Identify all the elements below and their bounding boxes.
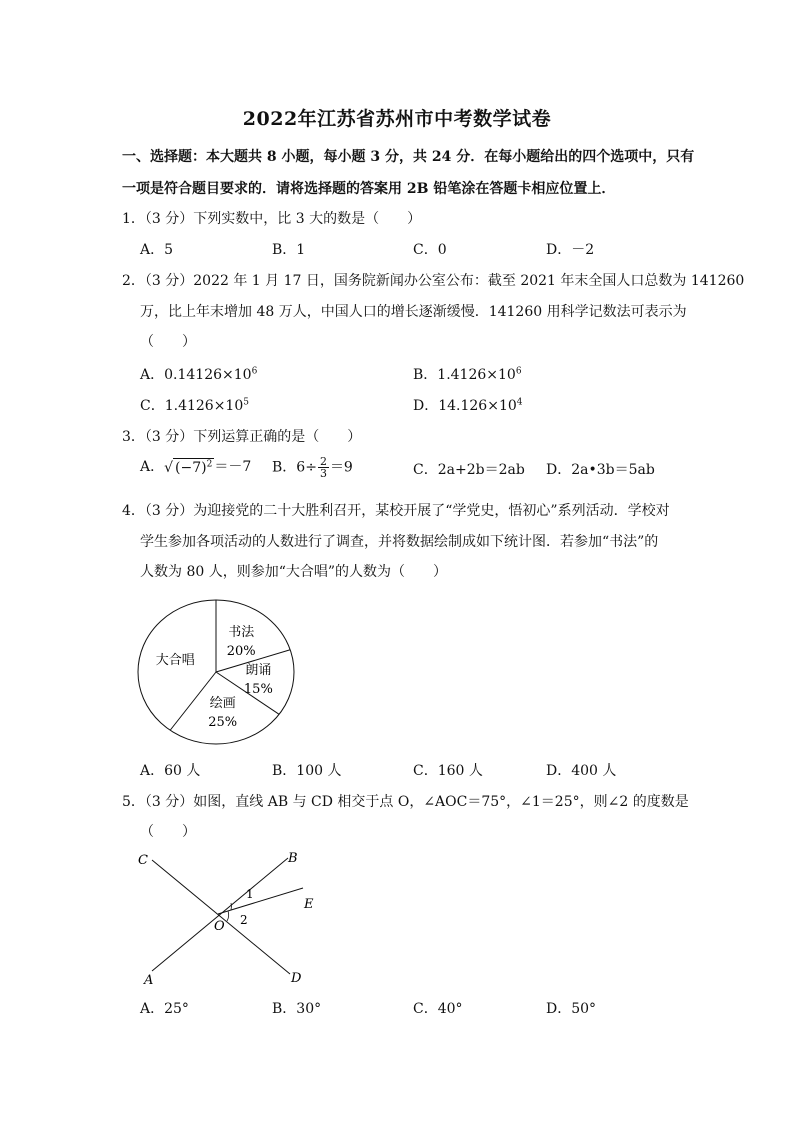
line-cd: [152, 860, 290, 974]
label-o: O: [214, 919, 225, 934]
q2-option-a: A．$0.14126\times 10^6$: [140, 366, 258, 383]
pie-chart: [130, 598, 310, 758]
q3-option-d: D．2a•3b＝5ab: [546, 462, 655, 478]
label-angle-2: 2: [240, 913, 248, 927]
label-b: B: [288, 851, 298, 866]
exam-title: 2022年江苏省苏州市中考数学试卷: [242, 108, 552, 130]
label-c: C: [138, 853, 148, 868]
q1-stem: 1．（3 分）下列实数中，比 3 大的数是（ ）: [122, 211, 422, 227]
q4-option-b: B．100 人: [272, 763, 342, 779]
q4-option-d: D．400 人: [546, 763, 617, 779]
label-d: D: [291, 971, 302, 986]
q2-option-c: C．$1.4126\times 10^5$: [140, 397, 249, 414]
q1-option-d: D．－2: [546, 242, 595, 258]
label-a: A: [144, 973, 154, 988]
geometry-figure: [130, 846, 330, 991]
q4-stem-line2: 学生参加各项活动的人数进行了调查，并将数据绘制成如下统计图．若参加“书法”的: [140, 534, 659, 550]
q3-option-b: B．6÷ $\frac{2}{3}$ ＝9: [272, 455, 353, 480]
q2-option-b: B．$1.4126\times 10^6$: [413, 366, 522, 383]
ray-oe: [218, 888, 303, 914]
q5-option-c: C．40°: [413, 1001, 463, 1017]
q4-stem-line1: 4．（3 分）为迎接党的二十大胜利召开，某校开展了“学党史，悟初心”系列活动．学校对: [122, 503, 670, 519]
pie-slice-label-3: 大合唱: [155, 652, 195, 668]
pie-slice-percent-2: 25%: [208, 715, 238, 731]
q3-stem: 3．（3 分）下列运算正确的是（ ）: [122, 429, 362, 445]
q5-option-d: D．50°: [546, 1001, 597, 1017]
pie-slice-label-1: 朗诵: [245, 663, 272, 679]
q3-option-a: A．√ $(-7)^2 =-7$: [140, 459, 252, 476]
q4-option-c: C．160 人: [413, 763, 483, 779]
q2-stem-line3: （ ）: [140, 334, 196, 350]
pie-slice-label-2: 绘画: [209, 696, 236, 712]
q1-option-c: C．0: [413, 242, 447, 258]
q2-stem-line1: 2．（3 分）2022 年 1 月 17 日，国务院新闻办公室公布：截至 2021 年末全国人口总数为 141260: [122, 273, 745, 289]
pie-slice-percent-1: 15%: [243, 682, 273, 698]
label-e: E: [304, 897, 314, 912]
q3-option-c: C．2a+2b＝2ab: [413, 462, 525, 478]
line-ab: [152, 858, 288, 971]
q5-option-b: B．30°: [272, 1001, 322, 1017]
q5-option-a: A．25°: [140, 1001, 189, 1017]
q4-option-a: A．60 人: [140, 763, 201, 779]
q1-option-a: A．5: [140, 242, 174, 258]
section-instructions-line2: 一项是符合题目要求的．请将选择题的答案用 2B 铅笔涂在答题卡相应位置上．: [122, 181, 616, 197]
label-angle-1: 1: [246, 887, 254, 901]
q5-stem-line2: （ ）: [140, 824, 196, 840]
section-instructions-line1: 一、选择题：本大题共 8 小题，每小题 3 分，共 24 分．在每小题给出的四个选项中，只有: [122, 149, 695, 165]
pie-slice-percent-0: 20%: [226, 643, 256, 659]
q2-stem-line2: 万，比上年末增加 48 万人，中国人口的增长逐渐缓慢．141260 用科学记数法可表示为: [140, 304, 687, 320]
pie-slice-label-0: 书法: [228, 624, 255, 640]
angle-2-arc: [227, 911, 229, 921]
q1-option-b: B．1: [272, 242, 306, 258]
q4-stem-line3: 人数为 80 人，则参加“大合唱”的人数为（ ）: [140, 564, 448, 580]
q2-option-d: D．$14.126\times 10^4$: [413, 397, 523, 414]
q5-stem-line1: 5．（3 分）如图，直线 AB 与 CD 相交于点 O，∠AOC＝75°，∠1＝25°，则∠2 的度数是: [122, 794, 689, 810]
